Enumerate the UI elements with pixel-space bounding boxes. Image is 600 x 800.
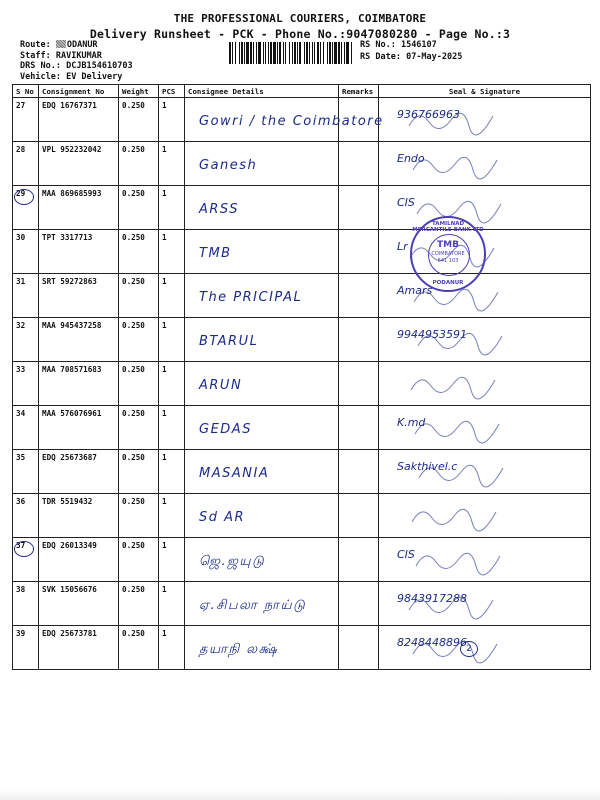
table-row bbox=[13, 626, 591, 670]
rs-no-value: 1546107 bbox=[400, 40, 437, 50]
pcs-cell: 1 bbox=[159, 450, 185, 494]
pcs-cell: 1 bbox=[159, 230, 185, 274]
table-row bbox=[13, 494, 591, 538]
sno-cell bbox=[13, 318, 39, 362]
weight-cell: 0.250 bbox=[119, 230, 159, 274]
pcs-cell: 1 bbox=[159, 406, 185, 450]
signature-scribble bbox=[389, 322, 539, 356]
remarks-cell bbox=[339, 362, 379, 406]
vehicle-line bbox=[20, 72, 133, 83]
pcs-cell: 1 bbox=[159, 362, 185, 406]
weight-cell: 0.250 bbox=[119, 494, 159, 538]
remarks-cell bbox=[339, 406, 379, 450]
sno-value: 33 bbox=[16, 365, 26, 374]
weight-cell: 0.250 bbox=[119, 582, 159, 626]
barcode-bar bbox=[277, 42, 278, 64]
sno-cell bbox=[13, 362, 39, 406]
consignment-no-cell: EDQ 25673687 bbox=[39, 450, 119, 494]
document-subtitle: Delivery Runsheet - PCK - Phone No.:9047080280 - Page No.:3 bbox=[89, 27, 511, 41]
signature-cell bbox=[379, 318, 591, 362]
bank-seal-stamp bbox=[410, 216, 486, 292]
remarks-cell bbox=[339, 626, 379, 670]
weight-cell: 0.250 bbox=[119, 538, 159, 582]
barcode-bar bbox=[279, 42, 281, 64]
remarks-cell bbox=[339, 538, 379, 582]
handwritten-consignee: The PRICIPAL bbox=[199, 290, 303, 305]
sno-cell bbox=[13, 406, 39, 450]
header-right-info bbox=[360, 40, 462, 63]
barcode-bar bbox=[297, 42, 298, 64]
handwritten-signature: 8248448896 bbox=[397, 636, 467, 649]
barcode-bar bbox=[244, 42, 245, 64]
handwritten-signature: 936766963 bbox=[397, 108, 460, 121]
barcode-bar bbox=[229, 42, 231, 64]
table-row bbox=[13, 98, 591, 142]
signature-cell bbox=[379, 450, 591, 494]
barcode-bar bbox=[309, 42, 310, 64]
handwritten-consignee: Gowri / the Coimbatore bbox=[199, 114, 384, 129]
sno-value: 39 bbox=[16, 629, 26, 638]
handwritten-signature: Sakthivel.c bbox=[397, 460, 458, 473]
route-label: Route: bbox=[20, 40, 51, 50]
sno-cell bbox=[13, 450, 39, 494]
sno-cell bbox=[13, 142, 39, 186]
sno-value: 32 bbox=[16, 321, 26, 330]
sno-value: 35 bbox=[16, 453, 26, 462]
barcode-bar bbox=[344, 42, 345, 64]
table-row bbox=[13, 406, 591, 450]
weight-cell: 0.250 bbox=[119, 98, 159, 142]
handwritten-signature: Amars bbox=[397, 284, 433, 297]
weight-cell: 0.250 bbox=[119, 318, 159, 362]
signature-scribble bbox=[389, 366, 539, 400]
barcode-bar bbox=[327, 42, 328, 64]
sno-value: 37 bbox=[16, 541, 25, 550]
sno-cell bbox=[13, 494, 39, 538]
handwritten-consignee: Ganesh bbox=[199, 158, 258, 173]
weight-cell: 0.250 bbox=[119, 450, 159, 494]
handwritten-consignee: GEDAS bbox=[199, 422, 252, 437]
signature-cell bbox=[379, 362, 591, 406]
table-row bbox=[13, 230, 591, 274]
handwritten-signature: K.md bbox=[397, 416, 426, 429]
consignment-no-cell: VPL 952232042 bbox=[39, 142, 119, 186]
barcode-bar bbox=[273, 42, 276, 64]
barcode-bar bbox=[351, 42, 352, 64]
barcode-bar bbox=[289, 42, 290, 64]
consignee-cell bbox=[185, 186, 339, 230]
signature-scribble bbox=[389, 102, 539, 136]
remarks-cell bbox=[339, 318, 379, 362]
consignment-no-cell: TPT 3317713 bbox=[39, 230, 119, 274]
handwritten-signature: 9944953591 bbox=[397, 328, 467, 341]
handwritten-consignee: TMB bbox=[199, 246, 232, 261]
pcs-cell: 1 bbox=[159, 318, 185, 362]
consignment-no-cell: MAA 869685993 bbox=[39, 186, 119, 230]
barcode-bar bbox=[258, 42, 261, 64]
barcode-bar bbox=[294, 42, 296, 64]
handwritten-consignee: ARSS bbox=[199, 202, 239, 217]
pcs-cell: 1 bbox=[159, 538, 185, 582]
sno-cell bbox=[13, 230, 39, 274]
column-header: Consignment No bbox=[39, 85, 119, 98]
sno-value: 28 bbox=[16, 145, 26, 154]
table-body bbox=[13, 98, 591, 670]
barcode-bar bbox=[235, 42, 236, 64]
barcode-bar bbox=[334, 42, 337, 64]
signature-cell bbox=[379, 538, 591, 582]
barcode-bar bbox=[317, 42, 319, 64]
barcode-bar bbox=[320, 42, 321, 64]
weight-cell: 0.250 bbox=[119, 142, 159, 186]
handwritten-consignee: MASANIA bbox=[199, 466, 270, 481]
document-title: THE PROFESSIONAL COURIERS, COIMBATORE bbox=[173, 12, 427, 25]
barcode-bar bbox=[299, 42, 301, 64]
barcode-bar bbox=[246, 42, 249, 64]
sno-value: 29 bbox=[16, 189, 25, 198]
column-header: Seal & Signature bbox=[379, 85, 591, 98]
signature-cell bbox=[379, 626, 591, 670]
signature-scribble bbox=[389, 586, 539, 620]
stamp-city: COIMBATORE bbox=[431, 251, 465, 257]
barcode-bar bbox=[263, 42, 264, 64]
handwritten-circle-mark bbox=[14, 541, 34, 557]
staff-label: Staff: bbox=[20, 50, 51, 61]
consignment-no-cell: MAA 576076961 bbox=[39, 406, 119, 450]
table-row bbox=[13, 538, 591, 582]
consignment-no-cell: MAA 945437258 bbox=[39, 318, 119, 362]
consignee-cell bbox=[185, 362, 339, 406]
consignment-no-cell: SVK 15056676 bbox=[39, 582, 119, 626]
stamp-pin: 641 103 bbox=[437, 258, 459, 264]
consignment-no-cell: EDQ 25673781 bbox=[39, 626, 119, 670]
signature-cell bbox=[379, 582, 591, 626]
staff-line bbox=[20, 51, 133, 62]
barcode-bar bbox=[341, 42, 342, 64]
remarks-cell bbox=[339, 142, 379, 186]
consignment-no-cell: SRT 59272863 bbox=[39, 274, 119, 318]
sno-value: 31 bbox=[16, 277, 26, 286]
barcode-bar bbox=[239, 42, 240, 64]
signature-cell bbox=[379, 406, 591, 450]
sno-cell bbox=[13, 582, 39, 626]
stamp-logo: TMB bbox=[437, 240, 459, 250]
consignee-cell bbox=[185, 142, 339, 186]
column-header: S No bbox=[13, 85, 39, 98]
column-header: Remarks bbox=[339, 85, 379, 98]
barcode-bar bbox=[256, 42, 257, 64]
route-value: ODANUR bbox=[66, 40, 98, 50]
consignee-cell bbox=[185, 582, 339, 626]
table-row bbox=[13, 186, 591, 230]
consignee-cell bbox=[185, 494, 339, 538]
drs-line bbox=[20, 61, 133, 72]
table-row bbox=[13, 450, 591, 494]
barcode bbox=[229, 42, 355, 64]
barcode-bar bbox=[285, 42, 286, 64]
handwritten-consignee: ஏ.சிபலா நாய்டு bbox=[199, 598, 307, 613]
weight-cell: 0.250 bbox=[119, 186, 159, 230]
pcs-cell: 1 bbox=[159, 494, 185, 538]
consignee-cell bbox=[185, 318, 339, 362]
barcode-bar bbox=[314, 42, 315, 64]
handwritten-signature: 9843917288 bbox=[397, 592, 467, 605]
pcs-cell: 1 bbox=[159, 582, 185, 626]
handwritten-signature: CIS bbox=[397, 548, 415, 561]
rs-no-line bbox=[360, 40, 462, 52]
consignment-no-cell: MAA 708571683 bbox=[39, 362, 119, 406]
table-row bbox=[13, 274, 591, 318]
drs-label: DRS No.: bbox=[20, 61, 61, 71]
consignee-cell bbox=[185, 538, 339, 582]
handwritten-page-mark: 2 bbox=[460, 641, 478, 657]
remarks-cell bbox=[339, 494, 379, 538]
consignee-cell bbox=[185, 450, 339, 494]
table-header-row bbox=[13, 85, 591, 98]
signature-cell bbox=[379, 274, 591, 318]
barcode-bar bbox=[329, 42, 331, 64]
handwritten-consignee: ARUN bbox=[199, 378, 243, 393]
rs-no-label: RS No.: bbox=[360, 40, 396, 50]
handwritten-signature: CIS bbox=[397, 196, 415, 209]
staff-value: RAVIKUMAR bbox=[55, 50, 102, 61]
vehicle-label: Vehicle: bbox=[20, 71, 61, 82]
redaction-mark bbox=[56, 40, 66, 48]
barcode-bar bbox=[304, 42, 305, 64]
barcode-bar bbox=[312, 42, 313, 64]
header-left-info bbox=[20, 40, 133, 82]
consignment-no-cell: EDQ 26013349 bbox=[39, 538, 119, 582]
signature-scribble bbox=[389, 410, 539, 444]
consignee-cell bbox=[185, 626, 339, 670]
handwritten-consignee: Sd AR bbox=[199, 510, 246, 525]
consignee-cell bbox=[185, 230, 339, 274]
signature-scribble bbox=[389, 498, 539, 532]
remarks-cell bbox=[339, 450, 379, 494]
drs-value: DCJB154610703 bbox=[66, 61, 133, 71]
rs-date-label: RS Date: bbox=[360, 51, 401, 62]
signature-cell bbox=[379, 98, 591, 142]
weight-cell: 0.250 bbox=[119, 274, 159, 318]
route-line bbox=[20, 40, 133, 51]
pcs-cell: 1 bbox=[159, 626, 185, 670]
barcode-bar bbox=[292, 42, 293, 64]
table-row bbox=[13, 142, 591, 186]
remarks-cell bbox=[339, 274, 379, 318]
pcs-cell: 1 bbox=[159, 274, 185, 318]
barcode-bar bbox=[332, 42, 333, 64]
signature-scribble bbox=[389, 454, 539, 488]
sno-value: 36 bbox=[16, 497, 26, 506]
remarks-cell bbox=[339, 230, 379, 274]
consignment-no-cell: EDQ 16767371 bbox=[39, 98, 119, 142]
consignee-cell bbox=[185, 406, 339, 450]
table-row bbox=[13, 362, 591, 406]
remarks-cell bbox=[339, 582, 379, 626]
consignment-no-cell: TDR 5519432 bbox=[39, 494, 119, 538]
consignee-cell bbox=[185, 98, 384, 142]
sno-value: 27 bbox=[16, 101, 26, 110]
barcode-bar bbox=[268, 42, 269, 64]
sno-value: 34 bbox=[16, 409, 26, 418]
scan-edge bbox=[0, 790, 600, 800]
stamp-bank-name: TAMILNAD MERCANTILE BANK LTD bbox=[412, 221, 484, 233]
barcode-bar bbox=[265, 42, 266, 64]
vehicle-value: EV Delivery bbox=[66, 71, 123, 82]
table-row bbox=[13, 582, 591, 626]
table-row bbox=[13, 318, 591, 362]
pcs-cell: 1 bbox=[159, 142, 185, 186]
weight-cell: 0.250 bbox=[119, 626, 159, 670]
barcode-bar bbox=[323, 42, 324, 64]
signature-cell bbox=[379, 494, 591, 538]
barcode-bar bbox=[270, 42, 272, 64]
signature-cell bbox=[379, 142, 591, 186]
sno-cell bbox=[13, 538, 39, 582]
signature-cell bbox=[379, 186, 591, 230]
handwritten-circle-mark bbox=[14, 189, 34, 205]
weight-cell: 0.250 bbox=[119, 362, 159, 406]
sno-cell bbox=[13, 626, 39, 670]
barcode-bar bbox=[241, 42, 243, 64]
column-header: PCS bbox=[159, 85, 185, 98]
barcode-bar bbox=[346, 42, 349, 64]
weight-cell: 0.250 bbox=[119, 406, 159, 450]
column-header: Consignee Details bbox=[185, 85, 339, 98]
rs-date-value: 07-May-2025 bbox=[406, 51, 463, 62]
handwritten-consignee: ஜெ.ஜயுடு bbox=[199, 554, 266, 569]
barcode-bar bbox=[250, 42, 252, 64]
pcs-cell: 1 bbox=[159, 98, 185, 142]
consignee-cell bbox=[185, 274, 339, 318]
barcode-bar bbox=[306, 42, 308, 64]
signature-scribble bbox=[389, 542, 539, 576]
barcode-bar bbox=[338, 42, 340, 64]
barcode-bar bbox=[253, 42, 254, 64]
sno-cell bbox=[13, 186, 39, 230]
sno-value: 30 bbox=[16, 233, 26, 242]
barcode-bar bbox=[232, 42, 233, 64]
signature-scribble bbox=[389, 146, 539, 180]
sno-value: 38 bbox=[16, 585, 26, 594]
barcode-bar bbox=[283, 42, 284, 64]
runsheet-table bbox=[12, 84, 591, 670]
rs-date-line bbox=[360, 52, 462, 64]
column-header: Weight bbox=[119, 85, 159, 98]
stamp-branch: PODANUR bbox=[432, 280, 464, 286]
handwritten-signature: Endo bbox=[397, 152, 425, 165]
handwritten-signature: Lr bbox=[397, 240, 408, 253]
remarks-cell bbox=[339, 186, 379, 230]
sno-cell bbox=[13, 274, 39, 318]
handwritten-consignee: BTARUL bbox=[199, 334, 259, 349]
sno-cell bbox=[13, 98, 39, 142]
pcs-cell: 1 bbox=[159, 186, 185, 230]
handwritten-consignee: தயாநி லக்ஷ் bbox=[199, 642, 279, 657]
